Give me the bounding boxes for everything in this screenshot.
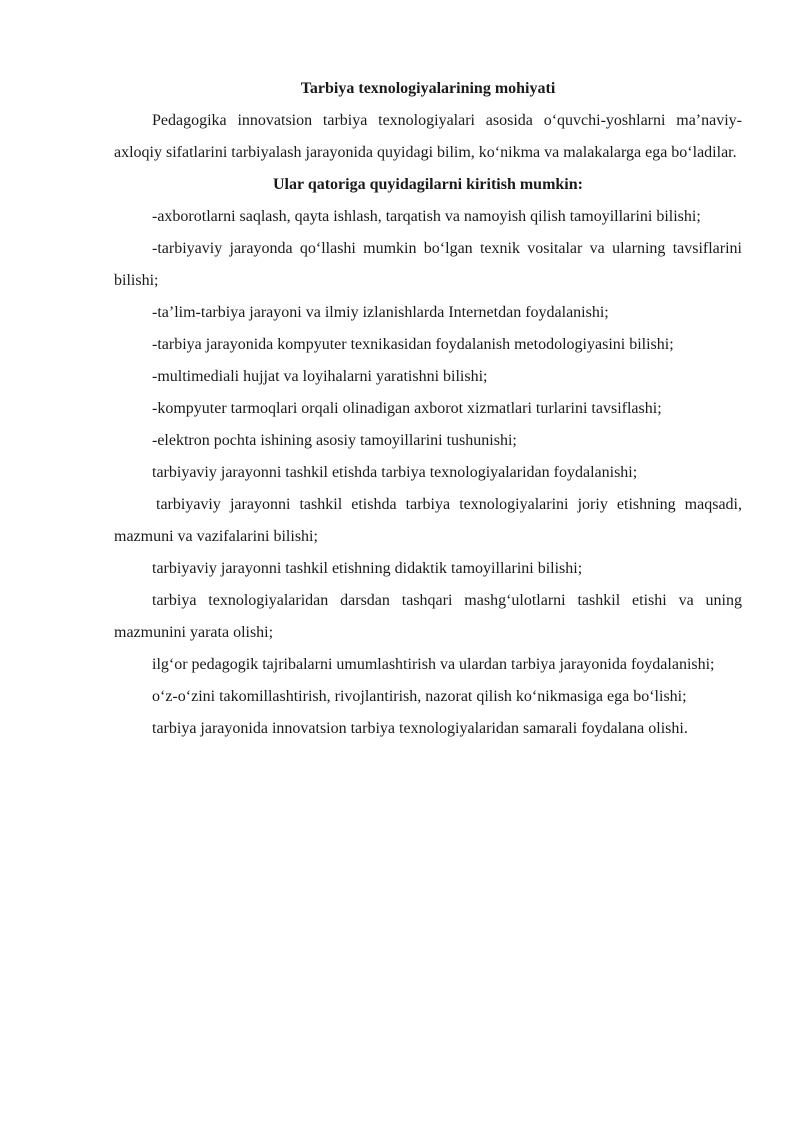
list-item: -axborotlarni saqlash, qayta ishlash, tarqatish va namoyish qilish tamoyillarini bilishi; bbox=[152, 208, 701, 225]
list-item: tarbiyaviy jarayonni tashkil etishda tarbiya texnologiyalaridan foydalanishi; bbox=[152, 464, 638, 481]
list-item: -elektron pochta ishining asosiy tamoyillarini tushunishi; bbox=[152, 432, 517, 449]
list-item: tarbiya jarayonida innovatsion tarbiya texnologiyalaridan samarali foydalana olishi. bbox=[152, 720, 688, 737]
list-item: -tarbiyaviy jarayonda qo‘llashi mumkin bo‘lgan texnik vositalar va ularning tavsiflarini bilishi; bbox=[114, 240, 742, 289]
list-item: ilg‘or pedagogik tajribalarni umumlashtirish va ulardan tarbiya jarayonida foydalanishi; bbox=[152, 656, 715, 673]
list-item: tarbiyaviy jarayonni tashkil etishning didaktik tamoyillarini bilishi; bbox=[152, 560, 583, 577]
list-item: tarbiya texnologiyalaridan darsdan tashqari mashg‘ulotlarni tashkil etishi va uning mazmunini yarata olishi; bbox=[114, 592, 742, 641]
list-item: -tarbiya jarayonida kompyuter texnikasidan foydalanish metodologiyasini bilishi; bbox=[152, 336, 674, 353]
list-item: -ta’lim-tarbiya jarayoni va ilmiy izlanishlarda Internetdan foydalanishi; bbox=[152, 304, 609, 321]
list-heading: Ular qatoriga quyidagilarni kiritish mumkin: bbox=[273, 176, 583, 193]
intro-paragraph: Pedagogika innovatsion tarbiya texnologiyalari asosida o‘quvchi-yoshlarni ma’naviy-axloqiy sifatlarini tarbiyalash jarayonida quyidagi bilim, ko‘nikma va malakalarga ega bo‘ladilar. bbox=[114, 112, 742, 161]
list-item: tarbiyaviy jarayonni tashkil etishda tarbiya texnologiyalarini joriy etishning maqsadi, mazmuni va vazifalarini bilishi; bbox=[114, 496, 742, 545]
list-item: -kompyuter tarmoqlari orqali olinadigan axborot xizmatlari turlarini tavsiflashi; bbox=[152, 400, 662, 417]
document-title: Tarbiya texnologiyalarining mohiyati bbox=[300, 80, 556, 97]
list-item: o‘z-o‘zini takomillashtirish, rivojlantirish, nazorat qilish ko‘nikmasiga ega bo‘lishi; bbox=[152, 688, 687, 705]
list-item: -multimediali hujjat va loyihalarni yaratishni bilishi; bbox=[152, 368, 488, 385]
document-page bbox=[114, 73, 742, 745]
